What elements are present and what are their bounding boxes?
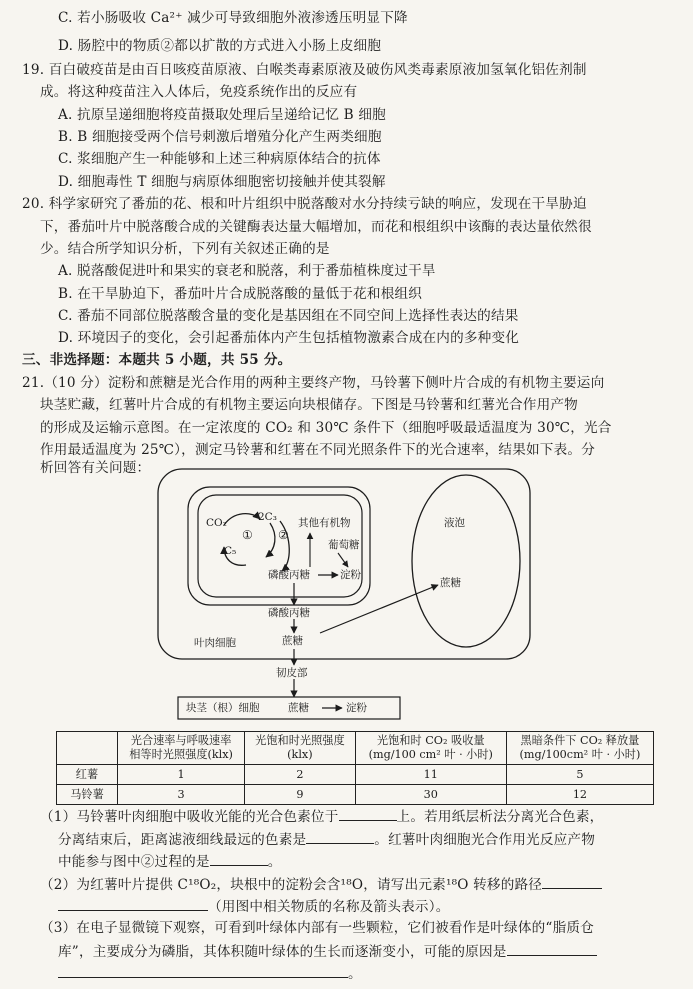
q21-stem-line1: 21.（10 分）淀粉和蔗糖是光合作用的两种主要终产物，马铃薯下侧叶片合成的有机物主要运向 xyxy=(22,375,605,391)
q19-stem-line2: 成。将这种疫苗注入人体后，免疫系统作出的反应有 xyxy=(40,84,358,100)
table-cell: 9 xyxy=(245,785,356,805)
table-cell: 红薯 xyxy=(57,765,118,785)
co2-label: CO₂ xyxy=(206,517,227,529)
tuber-starch-label: 淀粉 xyxy=(346,702,367,714)
step-2-marker: ② xyxy=(278,528,289,542)
answer-blank[interactable] xyxy=(542,874,602,889)
light-data-table xyxy=(56,731,654,805)
q20-stem-line2: 下，番茄叶片中脱落酸合成的关键酶表达量大幅增加，而花和根组织中该酶的表达量依然很 xyxy=(40,219,592,235)
glucose-label: 葡萄糖 xyxy=(328,539,360,551)
q20-option-b: B. 在干旱胁迫下，番茄叶片合成脱落酸的量低于花和根组织 xyxy=(58,286,423,302)
q21-part2-line2 xyxy=(58,896,450,917)
table-header-row xyxy=(57,732,654,765)
q21-part1-line3 xyxy=(58,851,282,872)
answer-blank[interactable] xyxy=(58,963,348,978)
q19-stem-line1: 19. 百白破疫苗是由百日咳疫苗原液、白喉类毒素原液及破伤风类毒素原液加氢氧化铝佐剂制 xyxy=(22,62,587,78)
q21-part1-text-e: 中能参与图中②过程的是 xyxy=(58,854,210,870)
table-cell: 5 xyxy=(506,765,653,785)
q21-part2-line1 xyxy=(40,874,602,895)
q21-part3-line3 xyxy=(58,963,362,984)
sucrose-vacuole-label: 蔗糖 xyxy=(440,577,461,589)
q19-option-b: B. B 细胞接受两个信号刺激后增殖分化产生两类细胞 xyxy=(58,129,382,145)
q21-part2-text-a: （2）为红薯叶片提供 C¹⁸O₂，块根中的淀粉会含¹⁸O，请写出元素¹⁸O 转移的路径 xyxy=(40,877,543,893)
table-row xyxy=(57,785,654,805)
c3-label: 2C₃ xyxy=(258,511,277,523)
q21-part3-line1: （3）在电子显微镜下观察，可看到叶绿体内部有一些颗粒，它们被看作是叶绿体的“脂质仓 xyxy=(40,920,594,936)
q21-stem-line5: 析回答有关问题： xyxy=(40,460,151,476)
q21-part1-line1 xyxy=(40,806,603,827)
table-cell: 1 xyxy=(118,765,245,785)
answer-blank[interactable] xyxy=(507,941,597,956)
vacuole-label: 液泡 xyxy=(444,517,465,529)
table-cell: 11 xyxy=(355,765,506,785)
q21-part1-text-d: 。红薯叶肉细胞光合作用光反应产物 xyxy=(374,832,595,848)
section-heading: 三、非选择题：本题共 5 小题，共 55 分。 xyxy=(22,352,292,368)
q21-stem-line4: 作用最适温度为 25℃），测定马铃薯和红薯在不同光照条件下的光合速率，结果如下表。分 xyxy=(40,442,595,458)
photosynthesis-transport-diagram xyxy=(148,467,543,727)
q21-part1-text-b: 上。若用纸层析法分离光合色素， xyxy=(396,809,604,825)
q19-option-d: D. 细胞毒性 T 细胞与病原体细胞密切接触并使其裂解 xyxy=(58,174,386,190)
q19-option-c: C. 浆细胞产生一种能够和上述三种病原体结合的抗体 xyxy=(58,151,381,167)
starch-chloroplast-label: 淀粉 xyxy=(340,569,361,581)
table-header-cell: 光合速率与呼吸速率 相等时光照强度(klx) xyxy=(118,732,245,765)
q20-option-c: C. 番茄不同部位脱落酸含量的变化是基因组在不同空间上选择性表达的结果 xyxy=(58,308,519,324)
q20-option-a: A. 脱落酸促进叶和果实的衰老和脱落，利于番茄植株度过干旱 xyxy=(58,263,436,279)
q21-part3-text-c: 。 xyxy=(348,966,362,982)
q20-stem-line1: 20. 科学家研究了番茄的花、根和叶片组织中脱落酸对水分持续亏缺的响应，发现在干旱胁迫 xyxy=(22,196,587,212)
table-row xyxy=(57,765,654,785)
triose-phosphate-cytoplasm-label: 磷酸丙糖 xyxy=(268,607,310,619)
sucrose-cytoplasm-label: 蔗糖 xyxy=(282,635,303,647)
step-1-marker: ① xyxy=(242,528,253,542)
q21-part3-line2 xyxy=(58,941,597,962)
table-cell: 马铃薯 xyxy=(57,785,118,805)
table-cell: 12 xyxy=(506,785,653,805)
vacuole-outline xyxy=(412,475,520,647)
triose-phosphate-chloroplast-label: 磷酸丙糖 xyxy=(268,569,310,581)
q20-stem-line3: 少。结合所学知识分析，下列有关叙述正确的是 xyxy=(40,241,330,257)
q21-part1-text-a: （1）马铃薯叶肉细胞中吸收光能的光合色素位于 xyxy=(40,809,339,825)
q20-option-d: D. 环境因子的变化，会引起番茄体内产生包括植物激素合成在内的多种变化 xyxy=(58,330,520,346)
q19-option-a: A. 抗原呈递细胞将疫苗摄取处理后呈递给记忆 B 细胞 xyxy=(58,107,386,123)
phloem-label: 韧皮部 xyxy=(276,667,308,679)
answer-blank[interactable] xyxy=(58,896,208,911)
q21-part1-text-c: 分离结束后，距离滤液细线最远的色素是 xyxy=(58,832,307,848)
diagram-shapes xyxy=(148,467,543,727)
table-cell: 2 xyxy=(245,765,356,785)
answer-blank[interactable] xyxy=(306,829,374,844)
answer-blank[interactable] xyxy=(339,806,397,821)
q21-part2-text-b: （用图中相关物质的名称及箭头表示）。 xyxy=(208,899,450,915)
table-header-cell xyxy=(57,732,118,765)
other-organics-label: 其他有机物 xyxy=(298,517,351,529)
q21-stem-line2: 块茎贮藏，红薯叶片合成的有机物主要运向块根储存。下图是马铃薯和红薯光合作用产物 xyxy=(40,397,578,413)
q18-option-d: D. 肠腔中的物质②都以扩散的方式进入小肠上皮细胞 xyxy=(58,38,382,54)
tuber-sucrose-label: 蔗糖 xyxy=(288,702,309,714)
table-header-cell: 黑暗条件下 CO₂ 释放量 (mg/100cm² 叶 · 小时) xyxy=(506,732,653,765)
answer-blank[interactable] xyxy=(210,851,268,866)
q21-part1-line2 xyxy=(58,829,595,850)
q21-part3-text-b: 库”，主要成分为磷脂，其体积随叶绿体的生长而逐渐变小，可能的原因是 xyxy=(58,944,507,960)
table-cell: 30 xyxy=(355,785,506,805)
table-cell: 3 xyxy=(118,785,245,805)
mesophyll-cell-outline xyxy=(158,469,530,659)
q21-stem-line3: 的形成及运输示意图。在一定浓度的 CO₂ 和 30℃ 条件下（细胞呼吸最适温度为 30℃，光合 xyxy=(40,420,612,436)
c5-label: C₅ xyxy=(224,545,237,557)
q18-option-c: C. 若小肠吸收 Ca²⁺ 减少可导致细胞外液渗透压明显下降 xyxy=(58,10,408,26)
table-header-cell: 光饱和时光照强度 (klx) xyxy=(245,732,356,765)
mesophyll-cell-label: 叶肉细胞 xyxy=(194,637,236,649)
q21-part1-text-f: 。 xyxy=(267,854,282,870)
tuber-cell-label: 块茎（根）细胞 xyxy=(186,702,260,714)
table-header-cell: 光饱和时 CO₂ 吸收量 (mg/100 cm² 叶 · 小时) xyxy=(355,732,506,765)
